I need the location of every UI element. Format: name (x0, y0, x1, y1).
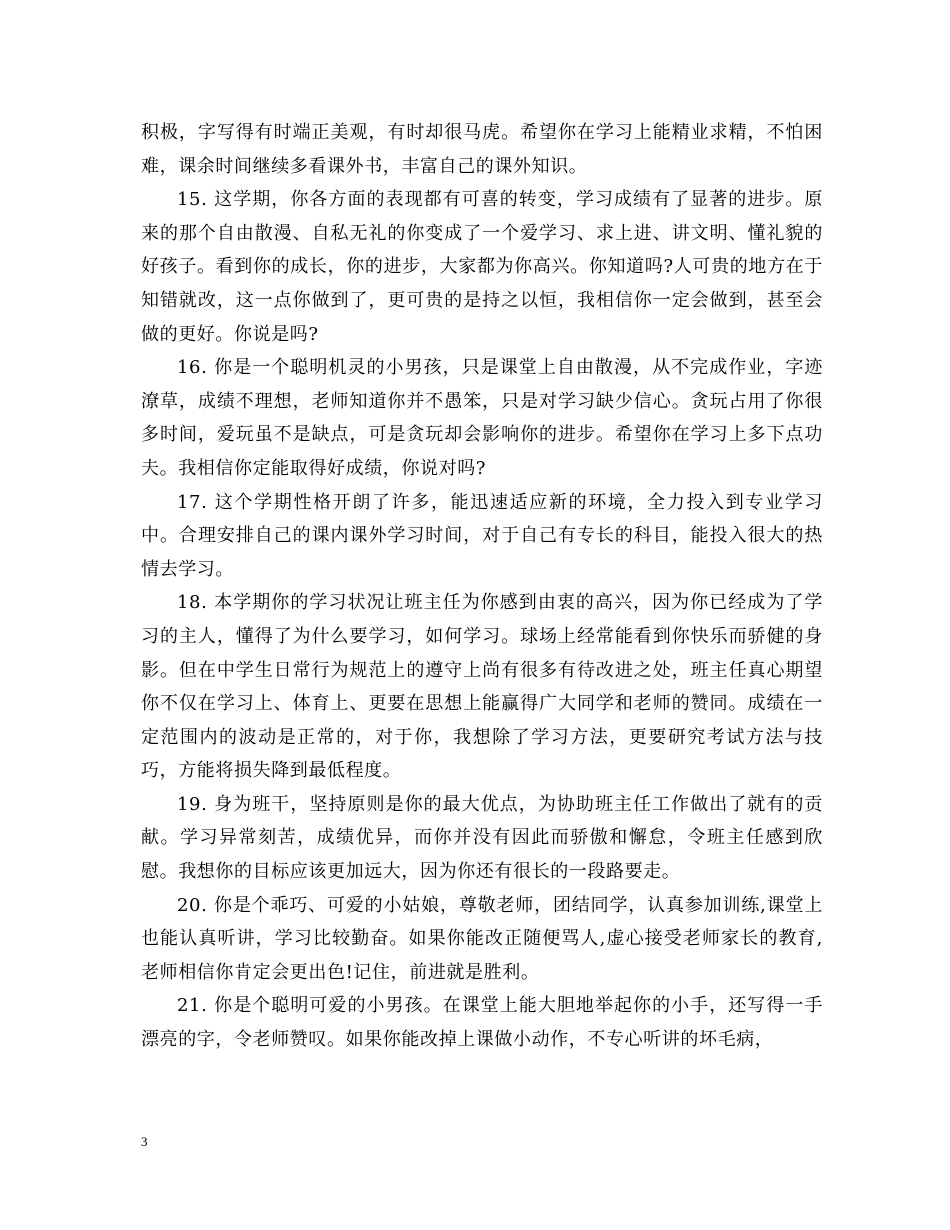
paragraph-continuation: 积极，字写得有时端正美观，有时却很马虎。希望你在学习上能精业求精，不怕困难，课余时间继续多看课外书，丰富自己的课外知识。 (141, 122, 823, 177)
paragraph-item-17: 17. 这个学期性格开朗了许多，能迅速适应新的环境，全力投入到专业学习中。合理安排自己的课内课外学习时间，对于自己有专长的科目，能投入很大的热情去学习。 (141, 491, 823, 580)
paragraph-item-16: 16. 你是一个聪明机灵的小男孩，只是课堂上自由散漫，从不完成作业，字迹潦草，成绩不理想，老师知道你并不愚笨，只是对学习缺少信心。贪玩占用了你很多时间，爱玩虽不是缺点，可是贪玩却会影响你的进步。希望你在学习上多下点功夫。我相信你定能取得好成绩，你说对吗? (141, 357, 823, 479)
paragraph-item-15: 15. 这学期，你各方面的表现都有可喜的转变，学习成绩有了显著的进步。原来的那个自由散漫、自私无礼的你变成了一个爱学习、求上进、讲文明、懂礼貌的好孩子。看到你的成长，你的进步，大家都为你高兴。你知道吗?人可贵的地方在于知错就改，这一点你做到了，更可贵的是持之以恒，我相信你一定会做到，甚至会做的更好。你说是吗? (141, 189, 823, 345)
page-number: 3 (141, 1134, 148, 1149)
page-body (141, 116, 823, 1057)
paragraph-item-21: 21. 你是个聪明可爱的小男孩。在课堂上能大胆地举起你的小手，还写得一手漂亮的字，令老师赞叹。如果你能改掉上课做小动作，不专心听讲的坏毛病， (141, 995, 823, 1051)
paragraph-item-20: 20. 你是个乖巧、可爱的小姑娘，尊敬老师，团结同学，认真参加训练,课堂上也能认真听讲，学习比较勤奋。如果你能改正随便骂人,虚心接受老师家长的教育,老师相信你肯定会更出色!记住，前进就是胜利。 (141, 894, 823, 983)
paragraph-item-19: 19. 身为班干，坚持原则是你的最大优点，为协助班主任工作做出了就有的贡献。学习异常刻苦，成绩优异，而你并没有因此而骄傲和懈怠，令班主任感到欣慰。我想你的目标应该更加远大，因为你还有很长的一段路要走。 (141, 793, 823, 883)
paragraph-item-18: 18. 本学期你的学习状况让班主任为你感到由衷的高兴，因为你已经成为了学习的主人，懂得了为什么要学习，如何学习。球场上经常能看到你快乐而骄健的身影。但在中学生日常行为规范上的遵守上尚有很多有待改进之处，班主任真心期望你不仅在学习上、体育上、更要在思想上能赢得广大同学和老师的赞同。成绩在一定范围内的波动是正常的，对于你，我想除了学习方法，更要研究考试方法与技巧，方能将损失降到最低程度。 (141, 592, 823, 782)
